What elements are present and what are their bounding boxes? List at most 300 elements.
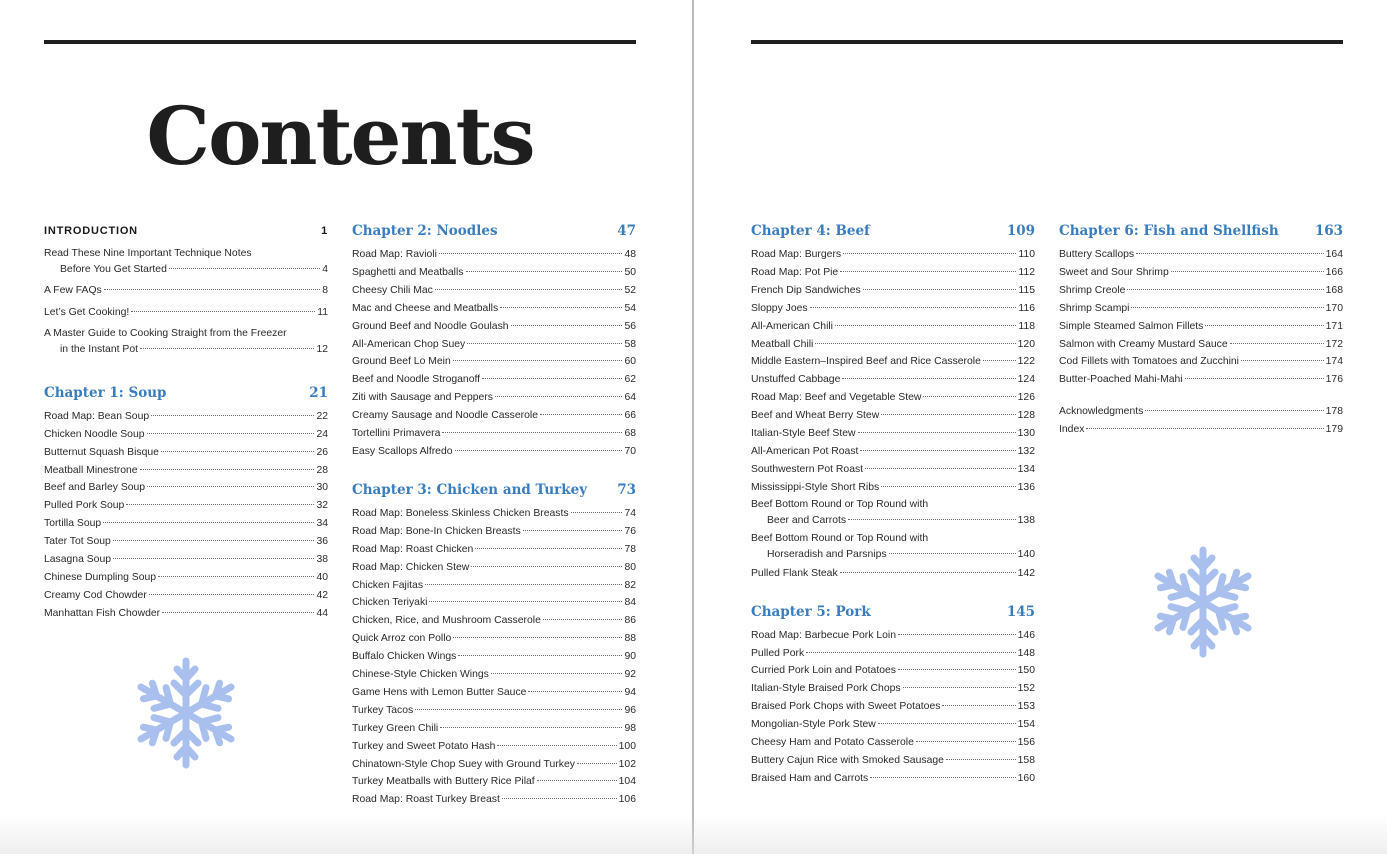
dot-leader bbox=[916, 741, 1016, 742]
toc-entry[interactable] bbox=[751, 497, 1035, 529]
dot-leader bbox=[540, 414, 622, 415]
dot-leader bbox=[440, 727, 622, 728]
entry-page: 40 bbox=[316, 571, 328, 583]
chapter-list bbox=[352, 505, 636, 809]
dot-leader bbox=[415, 709, 622, 710]
entry-page: 84 bbox=[624, 597, 636, 609]
toc-entry[interactable] bbox=[751, 318, 1035, 336]
entry-page: 171 bbox=[1325, 320, 1343, 332]
entry-title: Turkey Meatballs with Buttery Rice Pilaf bbox=[352, 776, 535, 788]
toc-entry[interactable] bbox=[44, 533, 328, 551]
toc-entry[interactable] bbox=[1059, 318, 1343, 336]
toc-entry[interactable] bbox=[352, 738, 636, 756]
entry-title: Italian-Style Beef Stew bbox=[751, 428, 856, 440]
toc-entry[interactable] bbox=[751, 389, 1035, 407]
entry-page: 142 bbox=[1017, 567, 1035, 579]
dot-leader bbox=[1185, 378, 1324, 379]
toc-entry[interactable] bbox=[1059, 421, 1343, 439]
dot-leader bbox=[103, 522, 314, 523]
dot-leader bbox=[442, 432, 622, 433]
toc-entry[interactable] bbox=[352, 594, 636, 612]
toc-entry[interactable] bbox=[44, 408, 328, 426]
chapter-title: Chapter 2: Noodles bbox=[352, 223, 498, 239]
entry-title: Butternut Squash Bisque bbox=[44, 446, 159, 458]
toc-entry[interactable] bbox=[44, 326, 328, 358]
entry-page: 172 bbox=[1325, 338, 1343, 350]
dot-leader bbox=[140, 348, 314, 349]
dot-leader bbox=[1230, 343, 1324, 344]
dot-leader bbox=[1136, 253, 1324, 254]
toc-entry[interactable] bbox=[352, 318, 636, 336]
dot-leader bbox=[858, 432, 1016, 433]
entry-page: 56 bbox=[624, 320, 636, 332]
entry-page: 90 bbox=[624, 651, 636, 663]
entry-page: 152 bbox=[1017, 683, 1035, 695]
toc-entry[interactable] bbox=[44, 444, 328, 462]
dot-leader bbox=[898, 669, 1016, 670]
toc-entry[interactable] bbox=[352, 371, 636, 389]
dot-leader bbox=[491, 673, 623, 674]
chapter-title: Chapter 1: Soup bbox=[44, 384, 167, 401]
entry-title: Mongolian-Style Pork Stew bbox=[751, 719, 876, 731]
entry-title-line2-row bbox=[751, 547, 1035, 563]
entry-page: 168 bbox=[1325, 284, 1343, 296]
dot-leader bbox=[881, 486, 1015, 487]
entry-page: 102 bbox=[618, 758, 636, 770]
toc-entry[interactable] bbox=[751, 698, 1035, 716]
toc-entry[interactable] bbox=[352, 720, 636, 738]
entry-title: French Dip Sandwiches bbox=[751, 284, 861, 296]
entry-title: Turkey Green Chili bbox=[352, 722, 439, 734]
entry-page: 26 bbox=[316, 446, 328, 458]
entry-page: 76 bbox=[624, 525, 636, 537]
dot-leader bbox=[835, 325, 1016, 326]
dot-leader bbox=[162, 612, 314, 613]
left-page bbox=[0, 0, 692, 854]
dot-leader bbox=[860, 450, 1015, 451]
dot-leader bbox=[126, 504, 314, 505]
entry-page: 140 bbox=[1017, 548, 1035, 560]
dot-leader bbox=[435, 289, 623, 290]
section-title: INTRODUCTION bbox=[44, 225, 138, 237]
dot-leader bbox=[1145, 410, 1323, 411]
entry-page: 64 bbox=[624, 392, 636, 404]
toc-entry[interactable] bbox=[352, 282, 636, 300]
dot-leader bbox=[511, 325, 623, 326]
dot-leader bbox=[158, 576, 314, 577]
entry-page: 74 bbox=[624, 507, 636, 519]
entry-page: 106 bbox=[618, 794, 636, 806]
entry-title: Mississippi-Style Short Ribs bbox=[751, 481, 880, 493]
dot-leader bbox=[467, 343, 622, 344]
entry-title: Beef and Noodle Stroganoff bbox=[352, 374, 481, 386]
entry-title-line2: Beer and Carrots bbox=[767, 514, 847, 526]
entry-page: 178 bbox=[1325, 406, 1343, 418]
toc-entry[interactable] bbox=[1059, 336, 1343, 354]
entry-page: 110 bbox=[1018, 249, 1035, 260]
entry-title: Pulled Pork Soup bbox=[44, 500, 125, 512]
entry-title: Road Map: Chicken Stew bbox=[352, 561, 470, 573]
entry-title: Road Map: Beef and Vegetable Stew bbox=[751, 392, 922, 404]
entry-title: Turkey Tacos bbox=[352, 704, 414, 716]
entry-page: 86 bbox=[624, 615, 636, 627]
entry-page: 8 bbox=[322, 285, 328, 296]
dot-leader bbox=[889, 553, 1016, 554]
entry-page: 92 bbox=[624, 669, 636, 681]
toc-entry[interactable] bbox=[352, 264, 636, 282]
chapter-list bbox=[44, 408, 328, 623]
entry-page: 176 bbox=[1325, 374, 1343, 386]
entry-title: Cheesy Chili Mac bbox=[352, 284, 433, 296]
toc-entry[interactable] bbox=[352, 666, 636, 684]
dot-leader bbox=[881, 414, 1015, 415]
toc-entry[interactable] bbox=[751, 716, 1035, 734]
toc-entry[interactable] bbox=[751, 662, 1035, 680]
entry-title: Beef and Wheat Berry Stew bbox=[751, 410, 880, 422]
dot-leader bbox=[842, 378, 1015, 379]
dot-leader bbox=[843, 253, 1016, 254]
toc-entry[interactable] bbox=[1059, 282, 1343, 300]
entry-title: Buttery Scallops bbox=[1059, 249, 1135, 260]
toc-entry[interactable] bbox=[1059, 353, 1343, 371]
entry-title: Road Map: Roast Chicken bbox=[352, 543, 474, 555]
toc-entry[interactable] bbox=[751, 645, 1035, 663]
entry-page: 170 bbox=[1325, 302, 1343, 314]
toc-entry[interactable] bbox=[352, 541, 636, 559]
dot-leader bbox=[471, 566, 622, 567]
dot-leader bbox=[946, 759, 1016, 760]
entry-page: 118 bbox=[1018, 320, 1035, 332]
chapter-page: 163 bbox=[1314, 223, 1343, 239]
dot-leader bbox=[543, 619, 623, 620]
page-title: Contents bbox=[146, 89, 534, 183]
toc-entry[interactable] bbox=[44, 515, 328, 533]
entry-title: Cod Fillets with Tomatoes and Zucchini bbox=[1059, 356, 1239, 368]
dot-leader bbox=[577, 763, 617, 764]
dot-leader bbox=[502, 798, 617, 799]
toc-entry[interactable] bbox=[352, 425, 636, 443]
toc-entry[interactable] bbox=[352, 389, 636, 407]
dot-leader bbox=[475, 548, 622, 549]
entry-page: 148 bbox=[1017, 647, 1035, 659]
entry-title: Middle Eastern–Inspired Beef and Rice Casserole bbox=[751, 356, 981, 368]
entry-page: 28 bbox=[316, 464, 328, 476]
entry-page: 68 bbox=[624, 428, 636, 440]
chapter-title: Chapter 3: Chicken and Turkey bbox=[352, 481, 588, 498]
chapter-list bbox=[751, 627, 1035, 788]
introduction-list bbox=[44, 246, 328, 358]
dot-leader bbox=[131, 311, 315, 312]
toc-entry[interactable] bbox=[751, 246, 1035, 264]
toc-entry[interactable] bbox=[751, 353, 1035, 371]
entry-title: Cheesy Ham and Potato Casserole bbox=[751, 737, 914, 749]
dot-leader bbox=[161, 451, 314, 452]
dot-leader bbox=[147, 486, 314, 487]
entry-page: 80 bbox=[624, 561, 636, 573]
entry-title-line1: A Master Guide to Cooking Straight from the Freezer bbox=[44, 327, 287, 339]
chapter-page: 109 bbox=[1006, 223, 1035, 239]
dot-leader bbox=[810, 307, 1017, 308]
entry-title: Road Map: Boneless Skinless Chicken Breasts bbox=[352, 507, 569, 519]
toc-entry[interactable] bbox=[751, 300, 1035, 318]
entry-page: 100 bbox=[618, 740, 636, 752]
top-rule bbox=[751, 40, 1343, 44]
toc-entry[interactable] bbox=[751, 770, 1035, 788]
entry-page: 66 bbox=[624, 410, 636, 422]
entry-title-line2-row bbox=[751, 513, 1035, 529]
dot-leader bbox=[1241, 360, 1324, 361]
entry-title: Buffalo Chicken Wings bbox=[352, 651, 457, 663]
entry-page: 130 bbox=[1017, 428, 1035, 440]
entry-title: Southwestern Pot Roast bbox=[751, 463, 864, 475]
entry-title: Easy Scallops Alfredo bbox=[352, 445, 453, 457]
dot-leader bbox=[1171, 271, 1324, 272]
chapter-heading[interactable] bbox=[751, 222, 1035, 240]
chapter-heading[interactable] bbox=[751, 603, 1035, 621]
toc-entry[interactable] bbox=[751, 627, 1035, 645]
entry-title: Quick Arroz con Pollo bbox=[352, 633, 452, 645]
chapter-list bbox=[352, 246, 636, 461]
entry-title: Creamy Cod Chowder bbox=[44, 589, 147, 601]
dot-leader bbox=[848, 519, 1016, 520]
toc-entry[interactable] bbox=[751, 752, 1035, 770]
entry-title: Road Map: Roast Turkey Breast bbox=[352, 794, 500, 806]
toc-entry[interactable] bbox=[1059, 264, 1343, 282]
dot-leader bbox=[923, 396, 1015, 397]
entry-page: 48 bbox=[624, 249, 636, 260]
dot-leader bbox=[840, 271, 1016, 272]
toc-entry[interactable] bbox=[44, 304, 328, 322]
toc-entry[interactable] bbox=[44, 246, 328, 278]
toc-entry[interactable] bbox=[352, 407, 636, 425]
entry-page: 174 bbox=[1325, 356, 1343, 368]
column-4 bbox=[1059, 222, 1343, 439]
column-2 bbox=[352, 222, 636, 809]
entry-page: 60 bbox=[624, 356, 636, 368]
entry-title-line2: Before You Get Started bbox=[60, 264, 167, 275]
toc-entry[interactable] bbox=[1059, 300, 1343, 318]
toc-entry[interactable] bbox=[352, 577, 636, 595]
dot-leader bbox=[1131, 307, 1323, 308]
toc-entry[interactable] bbox=[751, 371, 1035, 389]
entry-page: 154 bbox=[1017, 719, 1035, 731]
dot-leader bbox=[537, 780, 617, 781]
entry-page: 98 bbox=[624, 722, 636, 734]
entry-page: 134 bbox=[1017, 463, 1035, 475]
entry-title: All-American Pot Roast bbox=[751, 445, 859, 457]
entry-title: All-American Chop Suey bbox=[352, 338, 466, 350]
toc-entry[interactable] bbox=[44, 497, 328, 515]
toc-entry[interactable] bbox=[751, 479, 1035, 497]
entry-page: 116 bbox=[1018, 302, 1035, 314]
entry-title: Manhattan Fish Chowder bbox=[44, 607, 161, 619]
toc-entry[interactable] bbox=[44, 587, 328, 605]
dot-leader bbox=[149, 594, 315, 595]
toc-entry[interactable] bbox=[352, 353, 636, 371]
entry-title: Pulled Flank Steak bbox=[751, 567, 838, 579]
toc-entry[interactable] bbox=[44, 605, 328, 623]
entry-title: Butter-Poached Mahi-Mahi bbox=[1059, 374, 1183, 386]
toc-entry[interactable] bbox=[44, 551, 328, 569]
toc-entry[interactable] bbox=[352, 773, 636, 791]
toc-entry[interactable] bbox=[44, 569, 328, 587]
entry-title: Road Map: Barbecue Pork Loin bbox=[751, 629, 896, 641]
toc-entry[interactable] bbox=[1059, 403, 1343, 421]
toc-entry[interactable] bbox=[44, 426, 328, 444]
dot-leader bbox=[455, 450, 623, 451]
entry-page: 32 bbox=[316, 500, 328, 512]
dot-leader bbox=[815, 343, 1015, 344]
toc-entry[interactable] bbox=[1059, 371, 1343, 389]
entry-title: Meatball Minestrone bbox=[44, 464, 138, 476]
entry-page: 156 bbox=[1017, 737, 1035, 749]
dot-leader bbox=[878, 723, 1016, 724]
entry-page: 96 bbox=[624, 704, 636, 716]
column-1 bbox=[44, 222, 328, 623]
toc-entry[interactable] bbox=[751, 336, 1035, 354]
entry-title: Pulled Pork bbox=[751, 647, 805, 659]
dot-leader bbox=[140, 469, 315, 470]
toc-entry[interactable] bbox=[751, 282, 1035, 300]
entry-title: Salmon with Creamy Mustard Sauce bbox=[1059, 338, 1228, 350]
toc-entry[interactable] bbox=[352, 523, 636, 541]
snowflake-icon bbox=[131, 654, 241, 772]
dot-leader bbox=[113, 558, 314, 559]
toc-entry[interactable] bbox=[751, 680, 1035, 698]
section-page: 1 bbox=[321, 225, 328, 237]
top-rule bbox=[44, 40, 636, 44]
dot-leader bbox=[898, 634, 1016, 635]
chapter-title: Chapter 6: Fish and Shellfish bbox=[1059, 223, 1279, 239]
entry-title: Mac and Cheese and Meatballs bbox=[352, 302, 499, 314]
toc-entry[interactable] bbox=[352, 702, 636, 720]
entry-title: Tortilla Soup bbox=[44, 518, 102, 530]
chapter-heading[interactable] bbox=[352, 222, 636, 240]
entry-page: 146 bbox=[1017, 629, 1035, 641]
toc-entry[interactable] bbox=[352, 246, 636, 264]
toc-entry[interactable] bbox=[751, 264, 1035, 282]
entry-page: 104 bbox=[618, 776, 636, 788]
dot-leader bbox=[104, 289, 320, 290]
toc-entry[interactable] bbox=[352, 630, 636, 648]
entry-page: 158 bbox=[1017, 754, 1035, 766]
dot-leader bbox=[113, 540, 315, 541]
entry-page: 138 bbox=[1017, 514, 1035, 526]
entry-title: Spaghetti and Meatballs bbox=[352, 266, 464, 278]
toc-entry[interactable] bbox=[751, 443, 1035, 461]
entry-title: Chinese-Style Chicken Wings bbox=[352, 669, 489, 681]
toc-entry[interactable] bbox=[352, 612, 636, 630]
entry-title-line1: Beef Bottom Round or Top Round with bbox=[751, 498, 929, 510]
entry-page: 38 bbox=[316, 554, 328, 566]
toc-entry[interactable] bbox=[751, 425, 1035, 443]
dot-leader bbox=[865, 468, 1016, 469]
entry-page: 42 bbox=[316, 589, 328, 601]
entry-page: 50 bbox=[624, 266, 636, 278]
entry-page: 30 bbox=[316, 482, 328, 494]
entry-title: Game Hens with Lemon Butter Sauce bbox=[352, 686, 527, 698]
entry-title-line2-row bbox=[44, 342, 328, 358]
toc-entry[interactable] bbox=[352, 505, 636, 523]
chapter-heading[interactable] bbox=[44, 384, 328, 402]
toc-entry[interactable] bbox=[352, 443, 636, 461]
chapter-page: 73 bbox=[617, 481, 636, 498]
dot-leader bbox=[523, 530, 623, 531]
toc-entry[interactable] bbox=[352, 791, 636, 809]
chapter-title: Chapter 4: Beef bbox=[751, 223, 870, 239]
entry-page: 126 bbox=[1017, 392, 1035, 404]
dot-leader bbox=[458, 655, 622, 656]
entry-title: Chicken, Rice, and Mushroom Casserole bbox=[352, 615, 541, 627]
toc-entry[interactable] bbox=[751, 531, 1035, 563]
backmatter-list bbox=[1059, 403, 1343, 439]
entry-title: Unstuffed Cabbage bbox=[751, 374, 841, 386]
dot-leader bbox=[466, 271, 623, 272]
chapter-heading[interactable] bbox=[1059, 222, 1343, 240]
toc-entry[interactable] bbox=[751, 407, 1035, 425]
entry-page: 70 bbox=[624, 445, 636, 457]
entry-title: Creamy Sausage and Noodle Casserole bbox=[352, 410, 538, 422]
dot-leader bbox=[169, 268, 320, 269]
dot-leader bbox=[425, 584, 622, 585]
toc-entry[interactable] bbox=[352, 648, 636, 666]
toc-entry[interactable] bbox=[44, 479, 328, 497]
entry-title-line2: in the Instant Pot bbox=[60, 343, 138, 355]
dot-leader bbox=[151, 415, 314, 416]
entry-title: Buttery Cajun Rice with Smoked Sausage bbox=[751, 754, 944, 766]
entry-page: 12 bbox=[316, 343, 328, 355]
toc-entry[interactable] bbox=[44, 282, 328, 300]
dot-leader bbox=[500, 307, 622, 308]
entry-title: Chicken Fajitas bbox=[352, 579, 424, 591]
entry-title: Italian-Style Braised Pork Chops bbox=[751, 683, 901, 695]
introduction-heading[interactable] bbox=[44, 222, 328, 240]
entry-page: 44 bbox=[316, 607, 328, 619]
entry-title: Lasagna Soup bbox=[44, 554, 112, 566]
dot-leader bbox=[453, 360, 623, 361]
chapter-title: Chapter 5: Pork bbox=[751, 603, 871, 620]
toc-entry[interactable] bbox=[44, 462, 328, 480]
entry-page: 34 bbox=[316, 518, 328, 530]
entry-title: Let’s Get Cooking! bbox=[44, 306, 130, 318]
entry-title: Road Map: Bone-In Chicken Breasts bbox=[352, 525, 521, 537]
entry-title: Chicken Noodle Soup bbox=[44, 428, 145, 440]
entry-title: Chinatown-Style Chop Suey with Ground Turkey bbox=[352, 758, 575, 770]
chapter-heading[interactable] bbox=[352, 481, 636, 499]
toc-entry[interactable] bbox=[751, 565, 1035, 583]
entry-title: Road Map: Pot Pie bbox=[751, 266, 839, 278]
dot-leader bbox=[497, 745, 616, 746]
chapter-page: 21 bbox=[309, 384, 328, 401]
entry-title-line1: Read These Nine Important Technique Notes bbox=[44, 248, 252, 259]
entry-page: 78 bbox=[624, 543, 636, 555]
entry-page: 36 bbox=[316, 536, 328, 548]
dot-leader bbox=[983, 360, 1016, 361]
snowflake-icon bbox=[1148, 543, 1258, 661]
toc-entry[interactable] bbox=[751, 461, 1035, 479]
toc-entry[interactable] bbox=[352, 756, 636, 774]
dot-leader bbox=[571, 512, 623, 513]
toc-entry[interactable] bbox=[352, 300, 636, 318]
toc-entry[interactable] bbox=[352, 559, 636, 577]
dot-leader bbox=[1086, 428, 1323, 429]
toc-entry[interactable] bbox=[352, 684, 636, 702]
toc-entry[interactable] bbox=[751, 734, 1035, 752]
toc-entry[interactable] bbox=[1059, 246, 1343, 264]
entry-title: Braised Ham and Carrots bbox=[751, 772, 869, 784]
entry-title: Road Map: Ravioli bbox=[352, 249, 437, 260]
toc-entry[interactable] bbox=[352, 336, 636, 354]
